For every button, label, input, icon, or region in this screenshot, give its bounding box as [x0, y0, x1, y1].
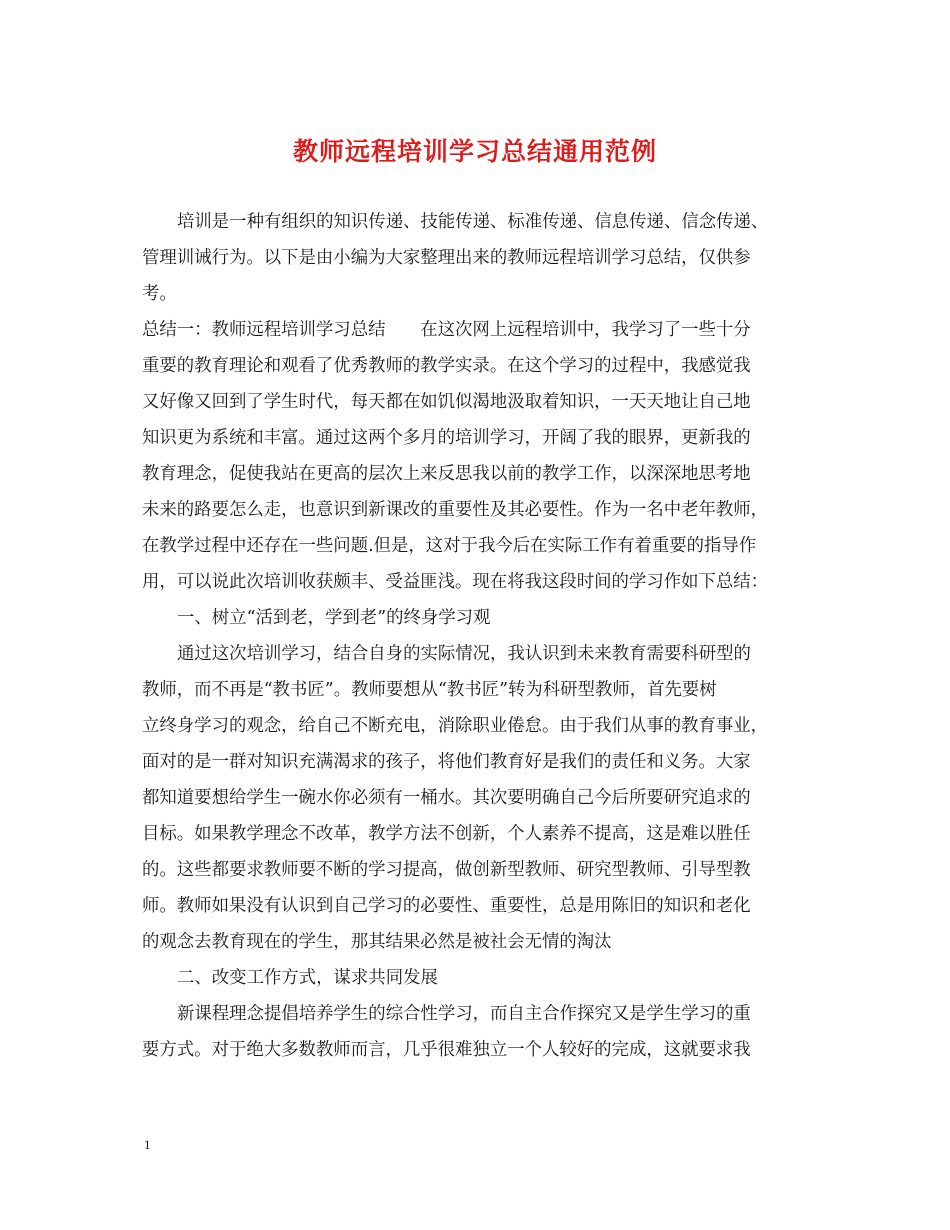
paragraph-line: 用，可以说此次培训收获颇丰、受益匪浅。现在将我这段时间的学习作如下总结：	[142, 572, 769, 592]
paragraph-line: 通过这次培训学习，结合自身的实际情况，我认识到未来教育需要科研型的	[177, 644, 751, 664]
paragraph-line: 师。教师如果没有认识到自己学习的必要性、重要性，总是用陈旧的知识和老化	[142, 896, 751, 916]
paragraph-line: 面对的是一群对知识充满渴求的孩子，将他们教育好是我们的责任和义务。大家	[142, 752, 751, 772]
paragraph-line: 又好像又回到了学生时代，每天都在如饥似渴地汲取着知识，一天天地让自己地	[142, 392, 751, 412]
paragraph-line: 的。这些都要求教师要不断的学习提高，做创新型教师、研究型教师、引导型教	[142, 860, 751, 880]
page-number: 1	[144, 1137, 151, 1152]
paragraph-line: 管理训诫行为。以下是由小编为大家整理出来的教师远程培训学习总结，仅供参	[142, 248, 751, 268]
paragraph-line: 的观念去教育现在的学生，那其结果必然是被社会无情的淘汰	[142, 932, 612, 952]
paragraph-line: 在教学过程中还存在一些问题.但是，这对于我今后在实际工作有着重要的指导作	[142, 536, 757, 556]
paragraph-line: 都知道要想给学生一碗水你必须有一桶水。其次要明确自己今后所要研究追求的	[142, 788, 751, 808]
paragraph-line: 未来的路要怎么走，也意识到新课改的重要性及其必要性。作为一名中老年教师，	[142, 500, 769, 520]
paragraph-line: 新课程理念提倡培养学生的综合性学习，而自主合作探究又是学生学习的重	[177, 1004, 751, 1024]
paragraph-line: 立终身学习的观念，给自己不断充电，消除职业倦怠。由于我们从事的教育事业，	[142, 716, 769, 736]
section-heading: 二、改变工作方式，谋求共同发展	[177, 968, 438, 988]
paragraph-line: 总结一：教师远程培训学习总结 在这次网上远程培训中，我学习了一些十分	[142, 320, 751, 340]
paragraph-line: 教育理念，促使我站在更高的层次上来反思我以前的教学工作，以深深地思考地	[142, 464, 751, 484]
paragraph-line: 考。	[142, 284, 177, 304]
document-title: 教师远程培训学习总结通用范例	[292, 137, 657, 166]
paragraph-line: 要方式。对于绝大多数教师而言，几乎很难独立一个人较好的完成，这就要求我	[142, 1040, 751, 1060]
paragraph-line: 重要的教育理论和观看了优秀教师的教学实录。在这个学习的过程中，我感觉我	[142, 356, 751, 376]
paragraph-line: 教师，而不再是“教书匠”。教师要想从“教书匠”转为科研型教师，首先要树	[142, 680, 717, 700]
paragraph-line: 培训是一种有组织的知识传递、技能传递、标准传递、信息传递、信念传递、	[177, 212, 769, 232]
paragraph-line: 知识更为系统和丰富。通过这两个多月的培训学习，开阔了我的眼界，更新我的	[142, 428, 751, 448]
section-heading: 一、树立“活到老，学到老”的终身学习观	[177, 608, 491, 628]
paragraph-line: 目标。如果教学理念不改革，教学方法不创新，个人素养不提高，这是难以胜任	[142, 824, 751, 844]
